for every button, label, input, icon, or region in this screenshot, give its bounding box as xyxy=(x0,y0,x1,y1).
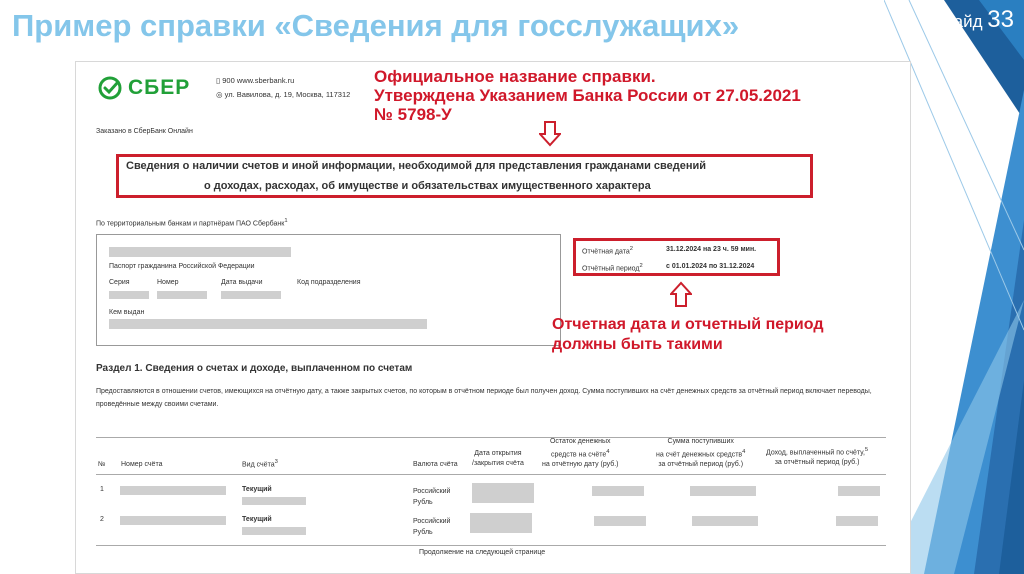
row-no: 2 xyxy=(100,516,104,523)
location-icon: ◎ xyxy=(216,90,223,99)
redacted-received xyxy=(690,486,756,496)
annotation-report-period: Отчетная дата и отчетный период должны быть такими xyxy=(552,316,824,353)
row-type: Текущий xyxy=(242,516,272,523)
redacted-name xyxy=(109,247,291,257)
report-date-label: Отчётная дата$^2$ xyxy=(582,246,633,256)
col-account-header: Номер счёта xyxy=(121,461,163,468)
certificate-document xyxy=(75,61,911,574)
col-balance-header: Остаток денежных средств на счёте$^4$ на отчётную дату (руб.) xyxy=(542,438,619,469)
report-period-value: с 01.01.2024 по 31.12.2024 xyxy=(666,263,755,270)
redacted-type-note xyxy=(242,497,306,505)
phone-line: ▯ 900 www.sberbank.ru xyxy=(216,76,295,85)
col-received-header: Сумма поступивших на счёт денежных средств$^4$ за отчётный период (руб.) xyxy=(656,438,746,469)
slide-number-label: слайд xyxy=(935,12,983,31)
redacted-series xyxy=(109,291,149,299)
redacted-account xyxy=(120,486,226,495)
passport-box xyxy=(96,234,561,346)
passport-issue-date-label: Дата выдачи xyxy=(221,279,263,286)
ordered-note: Заказано в СберБанк Онлайн xyxy=(96,128,193,135)
slide-title: Пример справки «Сведения для госслужащих» xyxy=(12,8,740,43)
redacted-issue-date xyxy=(221,291,281,299)
passport-division-label: Код подразделения xyxy=(297,279,361,286)
table-bottom-line xyxy=(96,545,886,546)
redacted-open-date xyxy=(472,483,534,503)
table-top-line xyxy=(96,437,886,438)
redacted-issued-by xyxy=(109,319,427,329)
redacted-income xyxy=(838,486,880,496)
passport-number-label: Номер xyxy=(157,279,179,286)
arrow-down-icon xyxy=(539,121,561,147)
continued-note: Продолжение на следующей странице xyxy=(419,549,546,556)
redacted-balance xyxy=(592,486,644,496)
redacted-received xyxy=(692,516,758,526)
col-income-header: Доход, выплаченный по счёту,$^5$ за отчётный период (руб.) xyxy=(766,447,869,467)
slide-number-value: 33 xyxy=(987,6,1014,33)
redacted-account xyxy=(120,516,226,525)
redacted-number xyxy=(157,291,207,299)
redacted-open-date xyxy=(470,513,532,533)
arrow-up-icon xyxy=(670,281,692,307)
sber-logo-text: СБЕР xyxy=(128,76,191,99)
col-type-header: Вид счёта$^3$ xyxy=(242,459,278,469)
sber-logo-icon xyxy=(98,76,122,100)
table-header-line xyxy=(96,474,886,475)
report-period-label: Отчётный период$^2$ xyxy=(582,263,643,273)
report-date-value: 31.12.2024 на 23 ч. 59 мин. xyxy=(666,246,757,253)
redacted-type-note xyxy=(242,527,306,535)
col-currency-header: Валюта счёта xyxy=(413,461,458,468)
col-open-header: Дата открытия /закрытия счёта xyxy=(472,450,524,467)
sber-logo xyxy=(98,76,190,100)
passport-issued-by-label: Кем выдан xyxy=(109,309,145,316)
phone-icon: ▯ xyxy=(216,76,221,85)
address-line: ◎ ул. Вавилова, д. 19, Москва, 117312 xyxy=(216,90,351,99)
section-title: Раздел 1. Сведения о счетах и доходе, выплаченном по счетам xyxy=(96,363,413,374)
row-type: Текущий xyxy=(242,486,272,493)
certificate-title-line2: о доходах, расходах, об имуществе и обязательствах имущественного характера xyxy=(204,180,651,192)
passport-series-label: Серия xyxy=(109,279,130,286)
redacted-balance xyxy=(594,516,646,526)
slide-number xyxy=(935,6,1014,34)
section-description: Предоставляются в отношении счетов, имеющихся на отчётную дату, а также закрытых счетов, по которым в отчётном периоде был получен доход. Сумма поступивших на счёт денежных средств за отчётный период включает переводы, проведённые между своими счетами. xyxy=(96,388,872,408)
row-currency: Российский Рубль xyxy=(413,488,451,506)
territorial-note: По территориальным банкам и партнёрам ПАО Сбербанк$^1$ xyxy=(96,218,288,228)
passport-label: Паспорт гражданина Российской Федерации xyxy=(109,263,255,270)
annotation-official-name: Официальное название справки. Утверждена Указанием Банка России от 27.05.2021 № 5798-У xyxy=(374,67,801,124)
row-no: 1 xyxy=(100,486,104,493)
row-currency: Российский Рубль xyxy=(413,518,451,536)
col-no-header: № xyxy=(98,461,106,468)
certificate-title-line1: Сведения о наличии счетов и иной информации, необходимой для представления гражданами сведений xyxy=(126,160,707,172)
redacted-income xyxy=(836,516,878,526)
